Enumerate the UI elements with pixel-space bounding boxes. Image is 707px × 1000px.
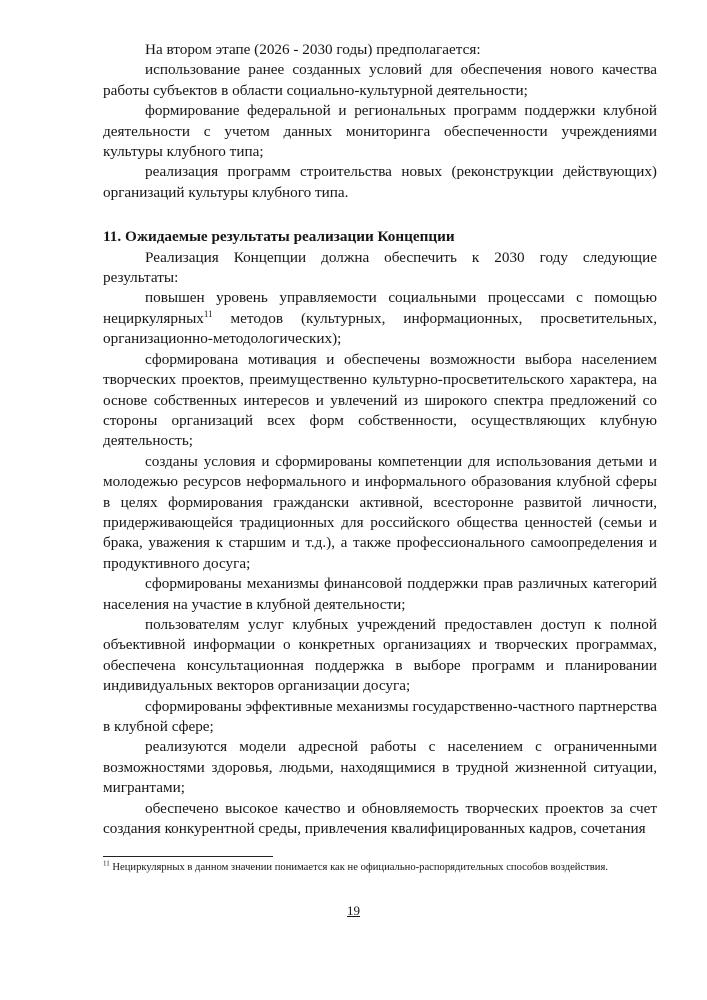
result-item-6: сформированы эффективные механизмы государственно-частного партнерства в клубной сфере;	[103, 697, 657, 735]
result-item-8: обеспечено высокое качество и обновляемость творческих проектов за счет создания конкурентной среды, привлечения квалифицированных кадров, сочетания	[103, 799, 657, 838]
result-item-2: сформирована мотивация и обеспечены возможности выбора населением творческих проектов, преимущественно культурно-просветительского характера, на основе собственных интересов и увлечений из широкого спектра предложений со стороны организаций всех форм собственности, осуществляющих клубную деятельность;	[103, 350, 657, 450]
result-item-1-text-b: методов (культурных, информационных, просветительных, организационно-методологических);	[103, 309, 657, 348]
footnote-text: Нециркулярных в данном значении понимается как не официально-распорядительных способов воздействия.	[109, 862, 609, 873]
result-item-7: реализуются модели адресной работы с населением с ограниченными возможностями здоровья, людьми, находящимися в трудной жизненной ситуации, мигрантами;	[103, 738, 657, 797]
result-item-1	[103, 288, 657, 349]
footnote-reference[interactable]: 11	[203, 308, 213, 319]
stage-two-item-1: использование ранее созданных условий для обеспечения нового качества работы субъектов в области социально-культурной деятельности;	[103, 61, 657, 99]
result-item-5: пользователям услуг клубных учреждений предоставлен доступ к полной объективной информации о конкретных организациях и творческих программах, обеспечена консультационная поддержка в выборе программ и планировании индивидуальных векторов организации досуга;	[103, 615, 657, 695]
stage-two-item-3: реализация программ строительства новых (реконструкции действующих) организаций культуры клубного типа.	[103, 163, 657, 201]
result-item-3: созданы условия и сформированы компетенции для использования детьми и молодежью ресурсов неформального и информального образования клубной сферы в целях формирования граждански активной, всесторонне развитой личности, придерживающейся традиционных для российского общества ценностей (семьи и брака, уважения к старшим и т.д.), а также профессионального самоопределения и продуктивного досуга;	[103, 452, 657, 572]
section-heading: 11. Ожидаемые результаты реализации Концепции	[103, 228, 455, 246]
document-page-body	[103, 40, 657, 839]
stage-two-intro: На втором этапе (2026 - 2030 годы) предполагается:	[145, 41, 481, 58]
results-intro: Реализация Концепции должна обеспечить к 2030 году следующие результаты:	[103, 248, 657, 287]
footnote-marker: 11	[103, 859, 110, 868]
result-item-1-text-a: повышен уровень управляемости социальными процессами с помощью нециркулярных	[103, 289, 657, 327]
stage-two-item-2: формирование федеральной и региональных программ поддержки клубной деятельности с учетом данных мониторинга обеспеченности учреждениями культуры клубного типа;	[103, 102, 657, 161]
page-number: 19	[347, 903, 360, 918]
footnote-divider	[103, 856, 273, 857]
result-item-4: сформированы механизмы финансовой поддержки прав различных категорий населения на участие в клубной деятельности;	[103, 575, 657, 613]
footnote	[103, 861, 657, 875]
